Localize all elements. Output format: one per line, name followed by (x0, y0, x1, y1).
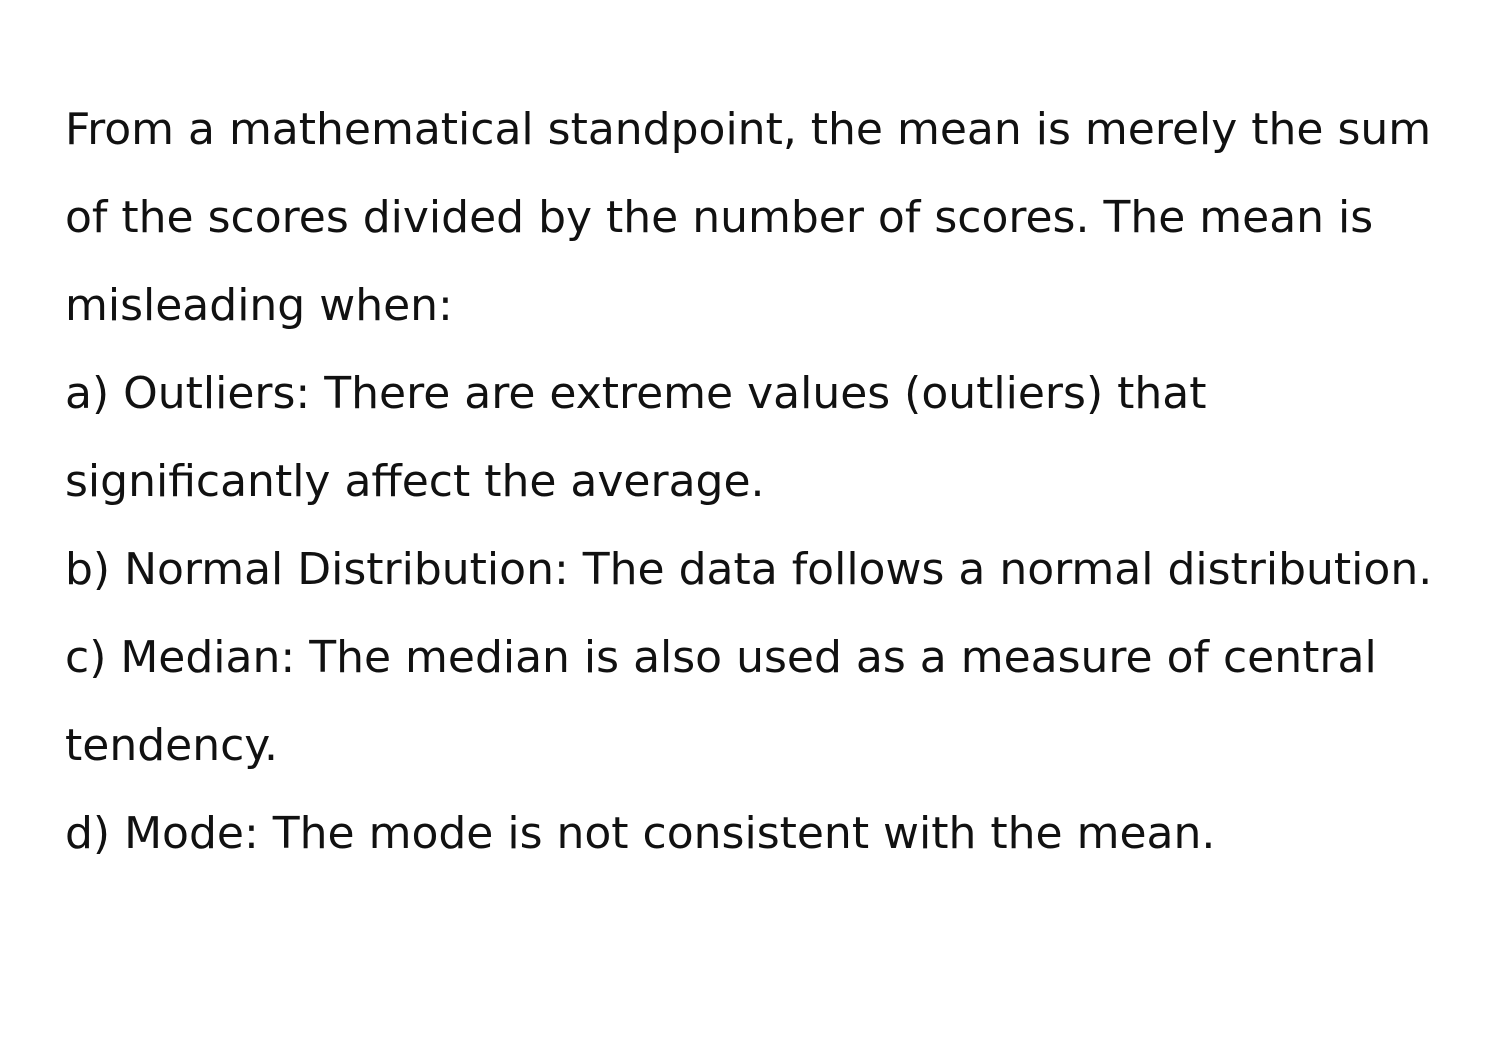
option-a: a) Outliers: There are extreme values (outliers) that significantly affect the average. (65, 368, 1207, 507)
question-stem: From a mathematical standpoint, the mean is merely the sum of the scores divided by the number of scores. The mean is misleading when: (65, 104, 1432, 331)
option-b: b) Normal Distribution: The data follows a normal distribution. (65, 544, 1433, 595)
option-c: c) Median: The median is also used as a measure of central tendency. (65, 632, 1377, 771)
option-d: d) Mode: The mode is not consistent with the mean. (65, 808, 1216, 859)
answer-options (65, 350, 1465, 878)
document-body (65, 86, 1465, 878)
